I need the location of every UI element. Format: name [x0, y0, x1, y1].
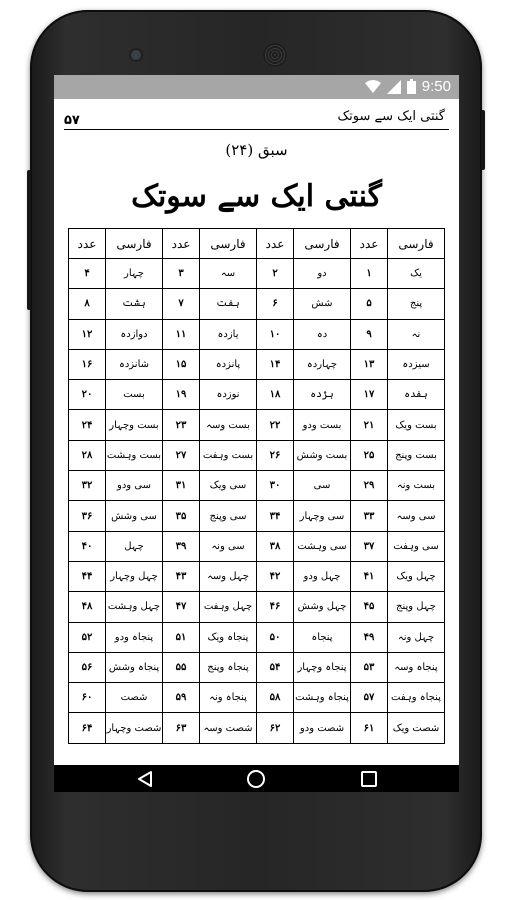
cell-number: ۵۸ — [257, 683, 294, 713]
cell-persian-word: چہل وپنج — [388, 592, 445, 622]
home-circle-icon — [246, 769, 266, 789]
cell-number: ۶۲ — [257, 713, 294, 743]
book-page[interactable] — [54, 99, 459, 765]
cell-persian-word: شصت وسہ — [200, 713, 257, 743]
cell-persian-word: سہ — [200, 259, 257, 289]
cell-persian-word: پنجاہ وچہار — [294, 652, 351, 682]
cell-persian-word: بست وسہ — [200, 410, 257, 440]
recents-button[interactable] — [358, 768, 380, 790]
cell-persian-word: شانزدہ — [106, 349, 163, 379]
cell-number: ۸ — [69, 289, 106, 319]
cell-number: ۵ — [351, 289, 388, 319]
power-button[interactable] — [481, 110, 485, 170]
cell-number: ۴۹ — [351, 622, 388, 652]
cell-persian-word: ہفدہ — [388, 380, 445, 410]
cell-number: ۴۳ — [163, 561, 200, 591]
cell-persian-word: بست ویک — [388, 410, 445, 440]
cell-number: ۱۱ — [163, 319, 200, 349]
cell-number: ۲۳ — [163, 410, 200, 440]
cell-persian-word: پنجاہ وپنج — [200, 652, 257, 682]
cell-persian-word: نہ — [388, 319, 445, 349]
cell-persian-word: سی وہفت — [388, 531, 445, 561]
cell-persian-word: سی ودو — [106, 471, 163, 501]
cell-persian-word: چہل ودو — [294, 561, 351, 591]
front-camera-icon — [131, 50, 141, 60]
cell-persian-word: چہل وچہار — [106, 561, 163, 591]
cell-number: ۳۴ — [257, 501, 294, 531]
cell-number: ۱۳ — [351, 349, 388, 379]
cell-persian-word: چہل وسہ — [200, 561, 257, 591]
signal-icon — [387, 80, 401, 94]
cell-persian-word: چہل وہفت — [200, 592, 257, 622]
cell-persian-word: بست وپنج — [388, 440, 445, 470]
status-icons — [365, 78, 451, 95]
cell-number: ۴۵ — [351, 592, 388, 622]
cell-persian-word: نوزدہ — [200, 380, 257, 410]
numbers-table — [68, 228, 445, 744]
earpiece-speaker-icon — [263, 43, 287, 67]
cell-number: ۲۱ — [351, 410, 388, 440]
cell-number: ۵۲ — [69, 622, 106, 652]
cell-number: ۶۳ — [163, 713, 200, 743]
table-row — [69, 319, 445, 349]
cell-number: ۳۶ — [69, 501, 106, 531]
cell-number: ۱۴ — [257, 349, 294, 379]
cell-persian-word: یازدہ — [200, 319, 257, 349]
column-header-persian: فارسی — [200, 229, 257, 259]
cell-number: ۵۳ — [351, 652, 388, 682]
cell-number: ۱۵ — [163, 349, 200, 379]
cell-persian-word: بست ودو — [294, 410, 351, 440]
cell-number: ۳۱ — [163, 471, 200, 501]
table-row — [69, 561, 445, 591]
cell-number: ۴۶ — [257, 592, 294, 622]
cell-number: ۵۹ — [163, 683, 200, 713]
cell-number: ۵۰ — [257, 622, 294, 652]
status-bar — [54, 75, 459, 99]
cell-number: ۱۷ — [351, 380, 388, 410]
cell-number: ۵۵ — [163, 652, 200, 682]
table-row — [69, 622, 445, 652]
cell-number: ۶۰ — [69, 683, 106, 713]
back-button[interactable] — [134, 768, 156, 790]
cell-number: ۶۴ — [69, 713, 106, 743]
cell-persian-word: بست وشش — [294, 440, 351, 470]
cell-persian-word: پنجاہ وشش — [106, 652, 163, 682]
cell-persian-word: چہل وشش — [294, 592, 351, 622]
table-row — [69, 531, 445, 561]
cell-persian-word: سی ونہ — [200, 531, 257, 561]
cell-number: ۳۹ — [163, 531, 200, 561]
cell-number: ۲۷ — [163, 440, 200, 470]
cell-number: ۴۰ — [69, 531, 106, 561]
cell-number: ۴۱ — [351, 561, 388, 591]
navigation-bar — [54, 765, 459, 792]
table-row — [69, 683, 445, 713]
column-header-number: عدد — [257, 229, 294, 259]
cell-number: ۳۰ — [257, 471, 294, 501]
cell-number: ۳۲ — [69, 471, 106, 501]
cell-number: ۱۲ — [69, 319, 106, 349]
cell-persian-word: پنج — [388, 289, 445, 319]
status-time: 9:50 — [421, 78, 451, 95]
page-number: ۵۷ — [64, 113, 80, 128]
wifi-icon — [365, 80, 381, 94]
cell-persian-word: سی ویک — [200, 471, 257, 501]
cell-persian-word: چہل وہشت — [106, 592, 163, 622]
cell-persian-word: بست وہفت — [200, 440, 257, 470]
cell-persian-word: پنجاہ وہشت — [294, 683, 351, 713]
cell-number: ۱۰ — [257, 319, 294, 349]
table-row — [69, 501, 445, 531]
cell-number: ۵۶ — [69, 652, 106, 682]
cell-persian-word: پنجاہ ونہ — [200, 683, 257, 713]
cell-number: ۶ — [257, 289, 294, 319]
table-header-row — [69, 229, 445, 259]
cell-number: ۲۵ — [351, 440, 388, 470]
cell-persian-word: دوازدہ — [106, 319, 163, 349]
back-triangle-icon — [136, 770, 154, 788]
cell-number: ۳۸ — [257, 531, 294, 561]
column-header-persian: فارسی — [388, 229, 445, 259]
cell-number: ۵۷ — [351, 683, 388, 713]
cell-persian-word: پنجاہ ویک — [200, 622, 257, 652]
lesson-number: سبق (۲۴) — [225, 141, 288, 159]
cell-number: ۱ — [351, 259, 388, 289]
cell-persian-word: سی وپنج — [200, 501, 257, 531]
cell-persian-word: پنجاہ — [294, 622, 351, 652]
cell-persian-word: دو — [294, 259, 351, 289]
column-header-number: عدد — [351, 229, 388, 259]
cell-number: ۲۰ — [69, 380, 106, 410]
column-header-number: عدد — [163, 229, 200, 259]
table-body — [69, 259, 445, 744]
column-header-persian: فارسی — [294, 229, 351, 259]
cell-persian-word: سی وشش — [106, 501, 163, 531]
cell-persian-word: چہل ونہ — [388, 622, 445, 652]
cell-number: ۴۸ — [69, 592, 106, 622]
table-row — [69, 380, 445, 410]
recents-square-icon — [360, 770, 378, 788]
screen — [54, 75, 459, 765]
column-header-number: عدد — [69, 229, 106, 259]
cell-persian-word: چہل — [106, 531, 163, 561]
cell-persian-word: شصت وچہار — [106, 713, 163, 743]
cell-persian-word: چہاردہ — [294, 349, 351, 379]
cell-persian-word: شصت — [106, 683, 163, 713]
cell-number: ۴۴ — [69, 561, 106, 591]
cell-number: ۱۸ — [257, 380, 294, 410]
cell-number: ۹ — [351, 319, 388, 349]
cell-persian-word: سی — [294, 471, 351, 501]
table-row — [69, 652, 445, 682]
battery-icon — [407, 79, 416, 94]
cell-persian-word: ہفت — [200, 289, 257, 319]
home-button[interactable] — [245, 768, 267, 790]
cell-persian-word: بست وچہار — [106, 410, 163, 440]
column-header-persian: فارسی — [106, 229, 163, 259]
cell-persian-word: چہار — [106, 259, 163, 289]
cell-persian-word: ہشت — [106, 289, 163, 319]
cell-number: ۱۶ — [69, 349, 106, 379]
cell-persian-word: سی وسہ — [388, 501, 445, 531]
cell-number: ۱۹ — [163, 380, 200, 410]
cell-persian-word: یک — [388, 259, 445, 289]
cell-number: ۲۴ — [69, 410, 106, 440]
cell-persian-word: سی وچہار — [294, 501, 351, 531]
page-title: گنتی ایک سے سوتک — [131, 179, 382, 214]
cell-persian-word: ہژدہ — [294, 380, 351, 410]
table-row — [69, 713, 445, 743]
cell-persian-word: پنجاہ وہفت — [388, 683, 445, 713]
cell-number: ۲۸ — [69, 440, 106, 470]
table-row — [69, 592, 445, 622]
running-head: گنتی ایک سے سوتک — [337, 109, 445, 124]
cell-persian-word: پانزدہ — [200, 349, 257, 379]
cell-persian-word: بست — [106, 380, 163, 410]
table-row — [69, 440, 445, 470]
cell-persian-word: شش — [294, 289, 351, 319]
cell-persian-word: بست وہشت — [106, 440, 163, 470]
cell-number: ۴۲ — [257, 561, 294, 591]
cell-number: ۲۹ — [351, 471, 388, 501]
volume-button[interactable] — [27, 170, 31, 310]
cell-number: ۵۱ — [163, 622, 200, 652]
cell-number: ۵۴ — [257, 652, 294, 682]
cell-number: ۳۳ — [351, 501, 388, 531]
cell-persian-word: چہل ویک — [388, 561, 445, 591]
cell-number: ۴ — [69, 259, 106, 289]
cell-number: ۲۲ — [257, 410, 294, 440]
cell-persian-word: شصت ویک — [388, 713, 445, 743]
header-rule — [64, 129, 449, 130]
table-row — [69, 289, 445, 319]
cell-number: ۲۶ — [257, 440, 294, 470]
cell-number: ۳۷ — [351, 531, 388, 561]
cell-number: ۳ — [163, 259, 200, 289]
cell-number: ۴۷ — [163, 592, 200, 622]
cell-number: ۷ — [163, 289, 200, 319]
table-row — [69, 349, 445, 379]
table-row — [69, 410, 445, 440]
cell-persian-word: سیزدہ — [388, 349, 445, 379]
table-row — [69, 471, 445, 501]
cell-persian-word: شصت ودو — [294, 713, 351, 743]
cell-persian-word: پنجاہ ودو — [106, 622, 163, 652]
cell-number: ۲ — [257, 259, 294, 289]
cell-persian-word: بست ونہ — [388, 471, 445, 501]
cell-number: ۶۱ — [351, 713, 388, 743]
cell-persian-word: دہ — [294, 319, 351, 349]
cell-persian-word: سی وہشت — [294, 531, 351, 561]
cell-persian-word: پنجاہ وسہ — [388, 652, 445, 682]
cell-number: ۳۵ — [163, 501, 200, 531]
table-row — [69, 259, 445, 289]
